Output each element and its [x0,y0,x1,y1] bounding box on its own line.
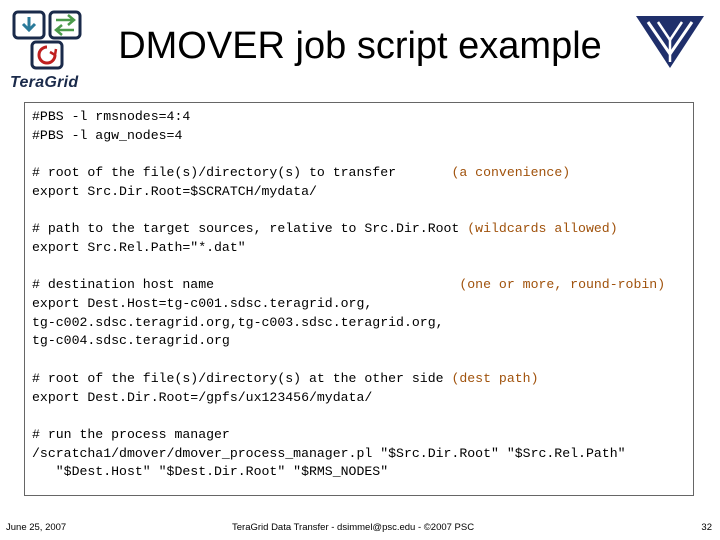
code-text: tg-c004.sdsc.teragrid.org [32,333,230,349]
footer-center-text: TeraGrid Data Transfer - dsimmel@psc.edu - ©2007 PSC [232,522,475,533]
code-line [32,296,372,311]
page-number: 32 [701,522,712,533]
code-text: #PBS -l rmsnodes=4:4 [32,109,191,124]
code-annotation: (dest path) [451,370,539,386]
code-line [32,371,539,386]
footer-date: June 25, 2007 [6,522,67,533]
code-text: export Src.Dir.Root=$SCRATCH/mydata/ [32,183,317,199]
code-text: /scratcha1/dmover/dmover_process_manager.pl "$Src.Dir.Root" "$Src.Rel.Path" [32,445,626,461]
code-line [32,333,230,348]
psc-logo-icon [634,14,706,70]
code-text: # run the process manager [32,426,230,442]
code-text: tg-c002.sdsc.teragrid.org,tg-c003.sdsc.teragrid.org, [32,314,444,330]
teragrid-logo [8,10,98,94]
code-line [32,165,570,180]
code-text: export Dest.Dir.Root=/gpfs/ux123456/mydata/ [32,389,373,405]
code-line [32,184,317,199]
code-text: #PBS -l agw_nodes=4 [32,127,183,143]
code-text: export Src.Rel.Path="*.dat" [32,239,246,255]
job-script-code [32,108,665,482]
code-line [32,446,626,461]
code-line [32,390,372,405]
code-line [32,128,182,143]
teragrid-logo-icon [12,10,84,72]
code-line [32,240,246,255]
code-line [32,427,230,442]
code-text: # root of the file(s)/directory(s) at the other side [32,370,452,386]
code-text: # destination host name [32,277,460,293]
code-text: # root of the file(s)/directory(s) to transfer [32,165,452,181]
code-text: # path to the target sources, relative to Src.Dir.Root [32,221,468,237]
code-annotation: (a convenience) [451,165,571,181]
code-annotation: (one or more, round-robin) [459,277,666,293]
code-text: "$Dest.Host" "$Dest.Dir.Root" "$RMS_NODES" [32,464,389,480]
code-line [32,464,388,479]
code-line [32,315,444,330]
teragrid-wordmark: TeraGrid [10,74,79,91]
code-line [32,277,665,292]
slide-title: DMOVER job script example [118,25,602,67]
code-line [32,221,618,236]
code-line [32,109,190,124]
code-annotation: (wildcards allowed) [467,221,618,237]
code-text: export Dest.Host=tg-c001.sdsc.teragrid.org, [32,296,373,312]
